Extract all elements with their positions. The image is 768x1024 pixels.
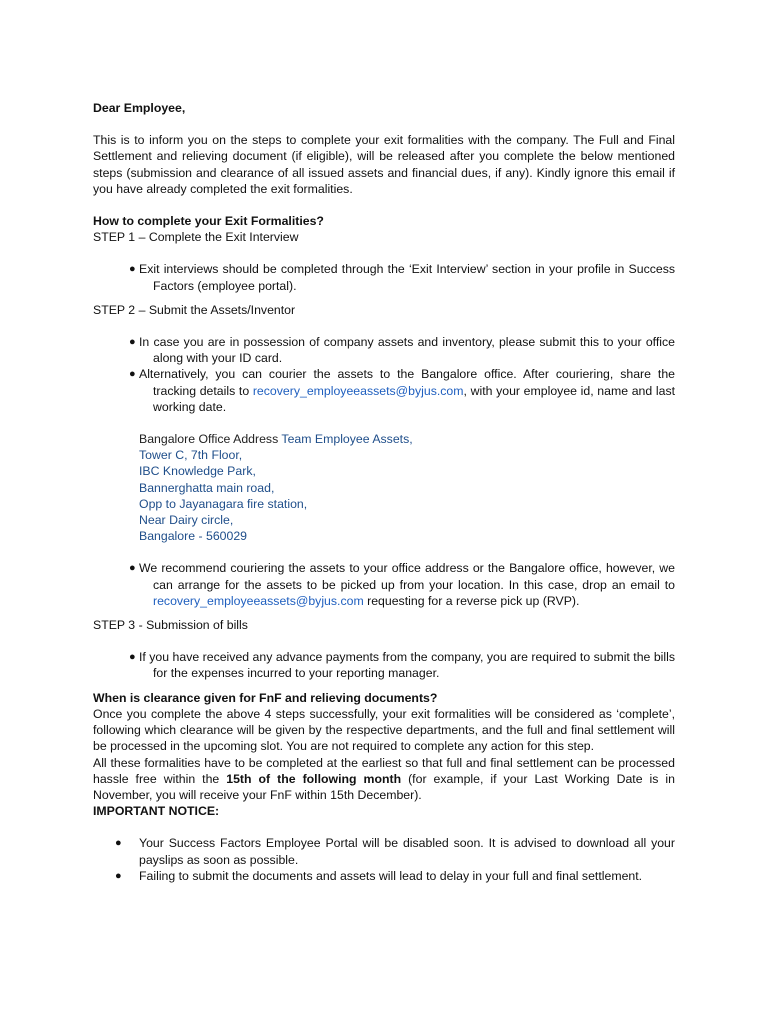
address-line: Tower C, 7th Floor,	[139, 448, 243, 463]
address-line: Bannerghatta main road,	[139, 480, 275, 495]
clearance-heading: When is clearance given for FnF and relieving documents?	[93, 690, 438, 705]
notice-item	[93, 868, 675, 884]
address-label: Bangalore Office Address	[139, 432, 282, 447]
recovery-email-link[interactable]: recovery_employeeassets@byjus.com	[252, 383, 464, 398]
bullet-dot-icon: ●	[129, 336, 136, 349]
step3-title: STEP 3 - Submission of bills	[93, 618, 248, 633]
address-line: Bangalore - 560029	[139, 529, 248, 544]
greeting: Dear Employee,	[93, 101, 186, 115]
notice-text: Your Success Factors Employee Portal will be disabled soon. It is advised to download all your payslips as soon as possible.	[139, 836, 675, 867]
step3-bullet	[93, 649, 675, 681]
step2-bullet-3-text: We recommend couriering the assets to your office address or the Bangalore office, however, we can arrange for the assets to be picked up from your location. In this case, drop an email to recovery_employeeassets@byjus.com requesting for a reverse pick up (RVP).	[139, 561, 675, 608]
bullet-dot-icon: ●	[115, 869, 122, 882]
important-notice-heading: IMPORTANT NOTICE:	[93, 804, 220, 819]
bullet-dot-icon: ●	[129, 263, 136, 276]
bangalore-office-address	[93, 431, 675, 544]
bullet-dot-icon: ●	[129, 368, 136, 381]
intro-paragraph: This is to inform you on the steps to complete your exit formalities with the company. The Full and Final Settlement and relieving document (if eligible), will be released after you complete the below mentioned steps (submission and clearance of all issued assets and financial dues, if any). Kindly ignore this email if you have already completed the exit formalities.	[93, 133, 675, 196]
step1-title: STEP 1 – Complete the Exit Interview	[93, 230, 299, 245]
recovery-email-link[interactable]: recovery_employeeassets@byjus.com	[153, 593, 364, 608]
step2-bullet-3	[93, 560, 675, 609]
address-line: IBC Knowledge Park,	[139, 464, 256, 479]
step2-bullet-1	[93, 334, 675, 366]
how-heading: How to complete your Exit Formalities?	[93, 214, 324, 229]
step1-bullet	[93, 261, 675, 293]
address-line: Opp to Jayanagara fire station,	[139, 496, 308, 511]
bullet-dot-icon: ●	[115, 837, 122, 850]
address-line: Near Dairy circle,	[139, 513, 234, 528]
step3-bullet-text: If you have received any advance payments from the company, you are required to submit the bills for the expenses incurred to your reporting manager.	[139, 650, 675, 681]
step2-title: STEP 2 – Submit the Assets/Inventor	[93, 302, 296, 317]
clearance-paragraph-1: Once you complete the above 4 steps successfully, your exit formalities will be considered as ‘complete’, following which clearance will be given by the respective departments, and the full and final settlement will be processed in the upcoming slot. You are not required to complete any action for this step.	[93, 706, 675, 754]
step2-bullet-2	[93, 366, 675, 415]
step2-bullet-1-text: In case you are in possession of company assets and inventory, please submit this to your office along with your ID card.	[139, 335, 675, 366]
bullet-dot-icon: ●	[129, 562, 136, 575]
email-body	[93, 100, 675, 884]
clearance-paragraph-2: All these formalities have to be completed at the earliest so that full and final settlement can be processed hassle free within the 15th of the following month (for example, if your Last Working Date is in November, you will receive your FnF within 15th December).	[93, 755, 675, 802]
notice-text: Failing to submit the documents and assets will lead to delay in your full and final settlement.	[139, 868, 643, 883]
bullet-dot-icon: ●	[129, 651, 136, 664]
notice-item	[93, 835, 675, 867]
step2-bullet-2-text: Alternatively, you can courier the assets to the Bangalore office. After couriering, share the tracking details to recovery_employeeassets@byjus.com, with your employee id, name and last working date.	[139, 367, 676, 414]
address-line: Team Employee Assets,	[281, 432, 413, 447]
step1-bullet-text: Exit interviews should be completed through the ‘Exit Interview’ section in your profile in Success Factors (employee portal).	[139, 262, 675, 293]
